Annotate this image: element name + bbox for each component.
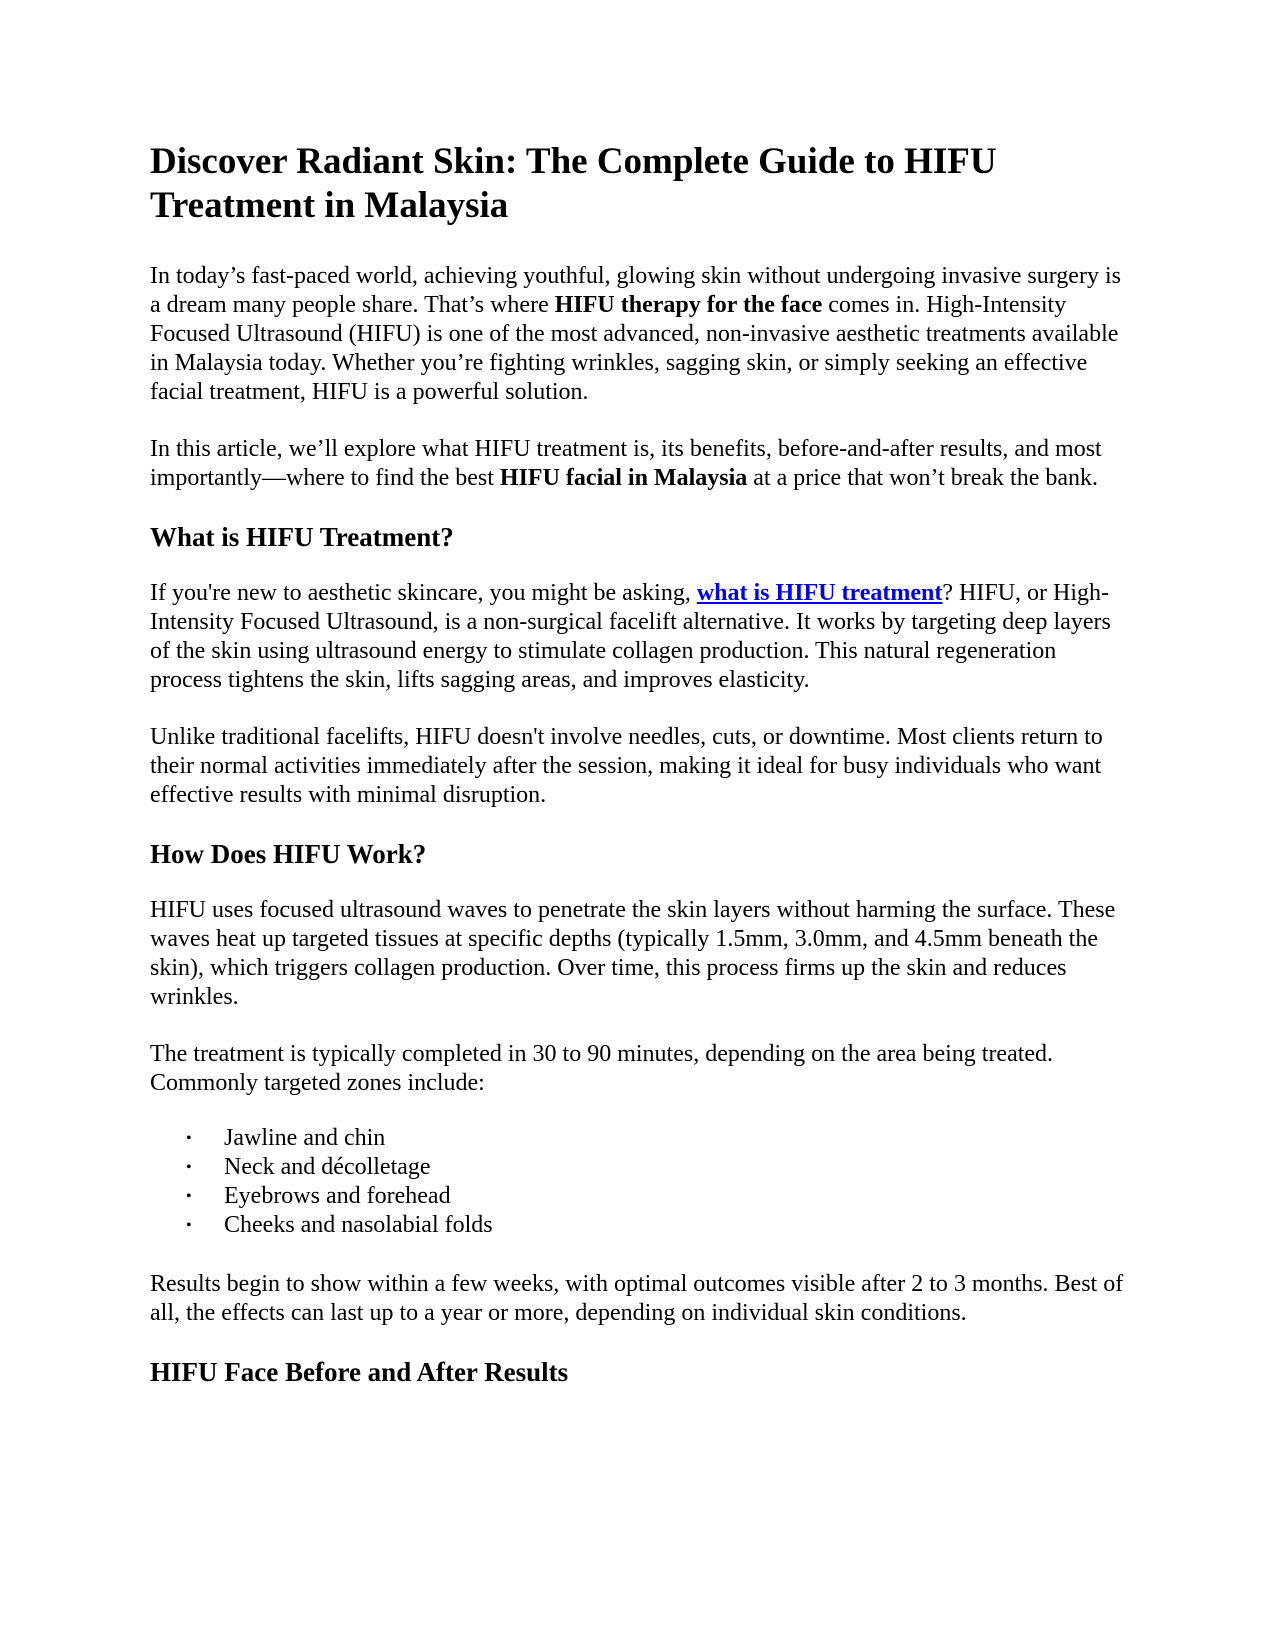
what-is-p1-text-a: If you're new to aesthetic skincare, you might be asking, (150, 580, 697, 606)
list-item-text: Jawline and chin (224, 1125, 386, 1151)
what-is-p1-text-b: ? HIFU, or High-Intensity Focused Ultrasound, is a non-surgical facelift alternative. It works by targeting deep layers of the skin using ultrasound energy to stimulate collagen production. This natural regeneration process tightens the skin, lifts sagging areas, and improves elasticity. (150, 580, 1111, 693)
bullet-icon: • (186, 1159, 192, 1176)
intro-paragraph-2 (150, 435, 1130, 493)
intro-paragraph-1 (150, 262, 1130, 407)
list-item (186, 1153, 1130, 1182)
intro-p2-text-b: at a price that won’t break the bank. (747, 465, 1099, 491)
list-item (186, 1211, 1130, 1240)
intro-p1-text-a: In today’s fast-paced world, achieving youthful, glowing skin without undergoing invasive surgery is a dream many people share. That’s where (150, 263, 1121, 318)
intro-p1-bold: HIFU therapy for the face (554, 292, 823, 318)
intro-p1-text-b: comes in. High-Intensity Focused Ultrasound (HIFU) is one of the most advanced, non-invasive aesthetic treatments available in Malaysia today. Whether you’re fighting wrinkles, sagging skin, or simply seeking an effective facial treatment, HIFU is a powerful solution. (150, 292, 1119, 405)
list-item-text: Neck and décolletage (224, 1154, 431, 1180)
targeted-zones-list (150, 1124, 1130, 1240)
how-hifu-works-paragraph-2: The treatment is typically completed in 30 to 90 minutes, depending on the area being treated. Commonly targeted zones include: (150, 1041, 1054, 1096)
bullet-icon: • (186, 1188, 192, 1205)
what-is-hifu-paragraph-2: Unlike traditional facelifts, HIFU doesn't involve needles, cuts, or downtime. Most clients return to their normal activities immediately after the session, making it ideal for busy individuals who want effective results with minimal disruption. (150, 724, 1103, 808)
intro-p2-text-a: In this article, we’ll explore what HIFU treatment is, its benefits, before-and-after results, and most importantly—where to find the best (150, 436, 1102, 491)
bullet-icon: • (186, 1130, 192, 1147)
list-item (186, 1182, 1130, 1211)
intro-p2-bold: HIFU facial in Malaysia (499, 465, 748, 491)
bullet-icon: • (186, 1217, 192, 1234)
section-heading-what-is-hifu: What is HIFU Treatment? (150, 522, 454, 552)
section-heading-how-does-hifu-work: How Does HIFU Work? (150, 839, 427, 869)
what-is-hifu-treatment-link[interactable]: what is HIFU treatment (696, 580, 943, 606)
how-hifu-works-paragraph-3: Results begin to show within a few weeks, with optimal outcomes visible after 2 to 3 months. Best of all, the effects can last up to a year or more, depending on individual skin conditions. (150, 1271, 1124, 1326)
list-item-text: Cheeks and nasolabial folds (224, 1212, 493, 1238)
section-heading-before-and-after: HIFU Face Before and After Results (150, 1357, 569, 1387)
document-page (150, 140, 1130, 1414)
list-item-text: Eyebrows and forehead (224, 1183, 451, 1209)
list-item (186, 1124, 1130, 1153)
what-is-hifu-paragraph-1 (150, 579, 1130, 695)
article-title: Discover Radiant Skin: The Complete Guide to HIFU Treatment in Malaysia (150, 141, 997, 226)
how-hifu-works-paragraph-1: HIFU uses focused ultrasound waves to penetrate the skin layers without harming the surface. These waves heat up targeted tissues at specific depths (typically 1.5mm, 3.0mm, and 4.5mm beneath the skin), which triggers collagen production. Over time, this process firms up the skin and reduces wrinkles. (150, 897, 1116, 1010)
